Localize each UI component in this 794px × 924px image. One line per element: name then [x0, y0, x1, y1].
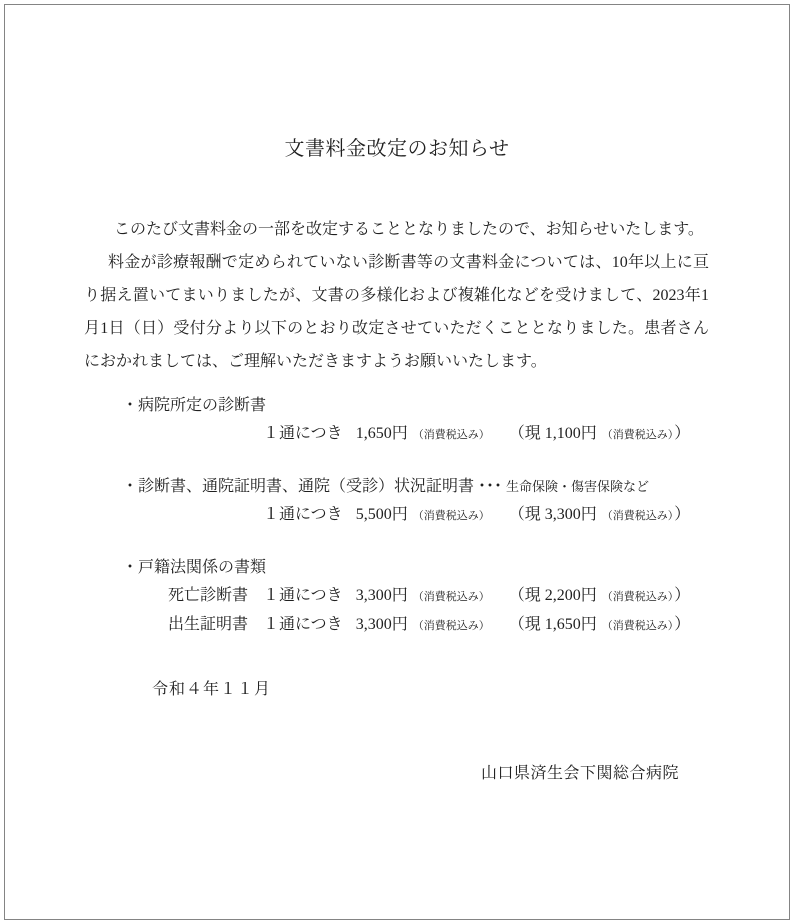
fee-item-label-line	[84, 554, 709, 582]
unit-label: １通につき	[263, 506, 343, 523]
price-row-death-certificate	[84, 582, 709, 611]
fee-item-insurance-certificates	[84, 473, 709, 530]
fee-item-hospital-certificate	[84, 392, 709, 449]
current-tax-note: （消費税込み）	[601, 620, 674, 632]
current-tax-note: （消費税込み）	[601, 591, 674, 603]
new-price: 3,300円	[355, 587, 408, 604]
intro-paragraph: このたび文書料金の一部を改定することとなりましたので、お知らせいたします。	[114, 221, 704, 238]
fee-item-label-line	[84, 392, 709, 420]
tax-note: （消費税込み）	[412, 591, 490, 603]
close-paren: ）	[674, 587, 691, 604]
tax-note: （消費税込み）	[412, 510, 490, 522]
current-price: （現 1,650円	[516, 616, 597, 633]
fee-item-label-line	[84, 473, 709, 501]
current-tax-note: （消費税込み）	[601, 429, 674, 441]
insurance-note: 生命保険・傷害保険など	[506, 479, 650, 494]
price-row	[84, 501, 709, 530]
close-paren: ）	[674, 616, 691, 633]
unit-label: １通につき	[263, 616, 343, 633]
issue-date: 令和４年１１月	[152, 681, 272, 698]
doc-type-name: 出生証明書	[168, 616, 249, 633]
fee-item-label: ・診断書、通院証明書、通院（受診）状況証明書 ･･･	[122, 478, 503, 495]
price-row	[84, 420, 709, 449]
current-price: （現 2,200円	[516, 587, 597, 604]
current-tax-note: （消費税込み）	[601, 510, 674, 522]
price-row-birth-certificate	[84, 611, 709, 640]
fee-item-family-register-documents	[84, 554, 709, 640]
current-price: （現 1,100円	[516, 425, 597, 442]
doc-type-name: 死亡診断書	[168, 587, 249, 604]
fee-item-label: ・戸籍法関係の書類	[122, 559, 267, 576]
unit-label: １通につき	[263, 587, 343, 604]
document-page	[4, 4, 790, 920]
page-title: 文書料金改定のお知らせ	[284, 138, 510, 160]
tax-note: （消費税込み）	[412, 429, 490, 441]
new-price: 1,650円	[355, 425, 408, 442]
new-price: 5,500円	[355, 506, 408, 523]
new-price: 3,300円	[355, 616, 408, 633]
document-body	[84, 213, 709, 786]
close-paren: ）	[674, 425, 691, 442]
hospital-signature: 山口県済生会下関総合病院	[480, 765, 679, 782]
tax-note: （消費税込み）	[412, 620, 490, 632]
close-paren: ）	[674, 506, 691, 523]
fee-item-label: ・病院所定の診断書	[122, 397, 267, 414]
current-price: （現 3,300円	[516, 506, 597, 523]
detail-paragraph: 料金が診療報酬で定められていない診断書等の文書料金については、10年以上に亘り据え置いてまいりましたが、文書の多様化および複雑化などを受けまして、2023年1月1日（日）受付分より以下のとおり改定させていただくこととなりました。患者さんにおかれましては、ご理解いただきますようお願いいたします。	[84, 254, 709, 370]
unit-label: １通につき	[263, 425, 343, 442]
